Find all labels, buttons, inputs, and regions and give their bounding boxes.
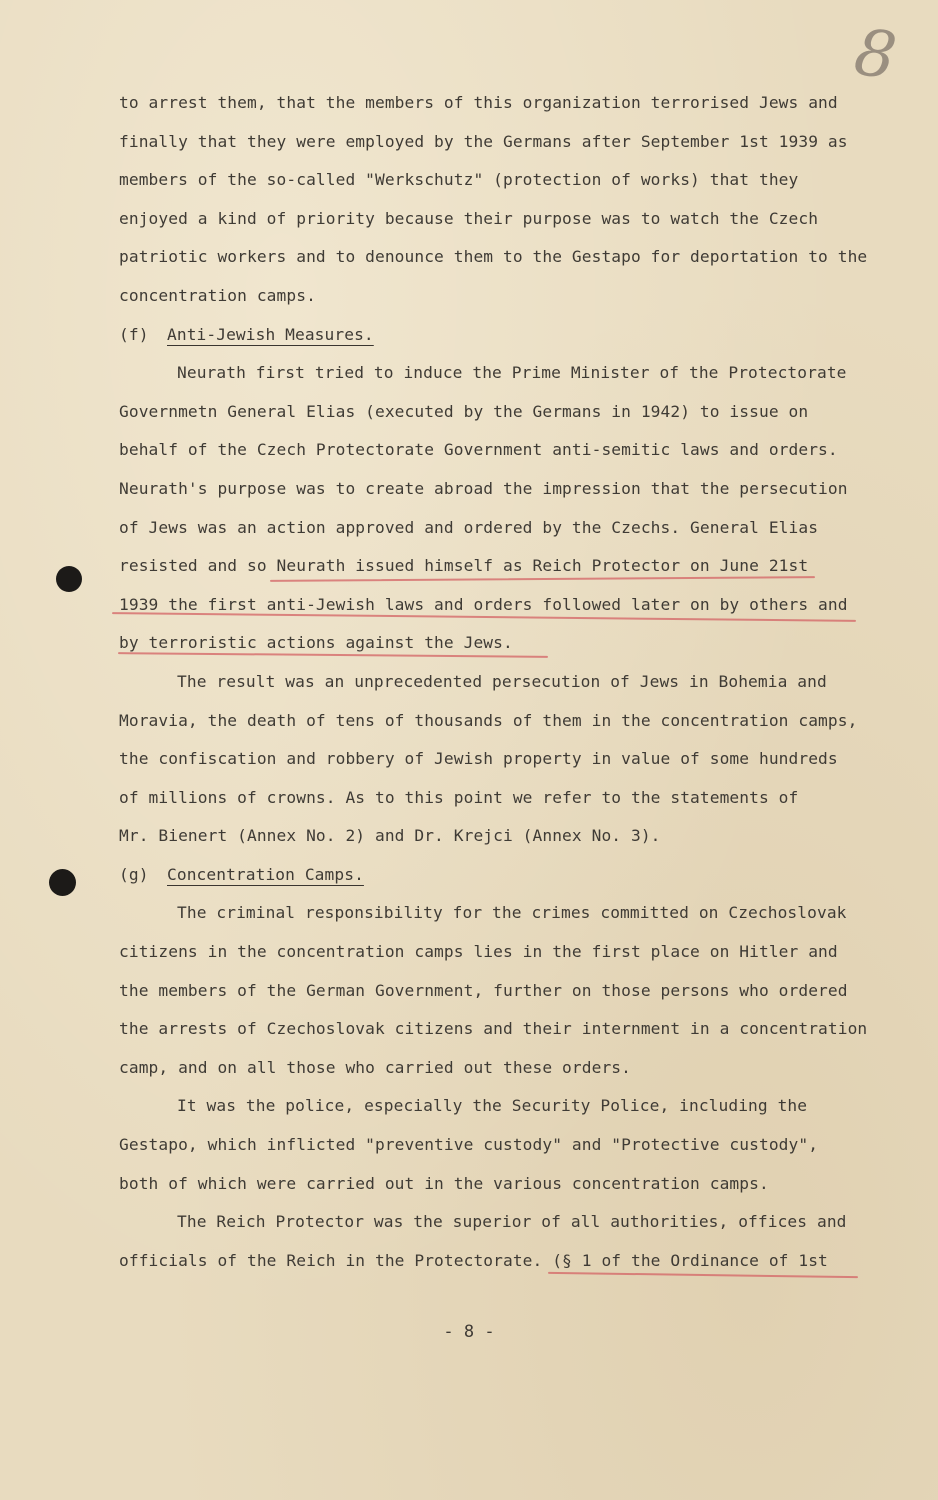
- text-line: of millions of crowns. As to this point we refer to the statements of: [119, 787, 799, 807]
- text-line: Moravia, the death of tens of thousands of them in the concentration camps,: [119, 710, 858, 730]
- text-line: patriotic workers and to denounce them to the Gestapo for deportation to the: [119, 247, 868, 267]
- section-title: Anti-Jewish Measures.: [167, 324, 374, 344]
- text-line: The result was an unprecedented persecution of Jews in Bohemia and: [177, 671, 827, 691]
- text-line: officials of the Reich in the Protectorate. (§ 1 of the Ordinance of 1st: [119, 1250, 828, 1270]
- punch-hole-bottom: [49, 869, 76, 896]
- text-line: Neurath first tried to induce the Prime Minister of the Protectorate: [177, 363, 847, 383]
- section-heading-f: [119, 316, 879, 355]
- document-body: [119, 84, 879, 1280]
- text-line: the arrests of Czechoslovak citizens and their internment in a concentration: [119, 1019, 868, 1039]
- text-line: Governmetn General Elias (executed by the Germans in 1942) to issue on: [119, 401, 809, 421]
- section-title: Concentration Camps.: [167, 864, 364, 884]
- text-line: behalf of the Czech Protectorate Government anti-semitic laws and orders.: [119, 440, 838, 460]
- section-label: (g): [119, 864, 149, 884]
- text-line: of Jews was an action approved and ordered by the Czechs. General Elias: [119, 517, 819, 537]
- text-line: citizens in the concentration camps lies in the first place on Hitler and: [119, 942, 838, 962]
- handwritten-page-mark: 8: [850, 15, 901, 95]
- text-line: by terroristic actions against the Jews.: [119, 633, 513, 653]
- text-line: both of which were carried out in the various concentration camps.: [119, 1173, 769, 1193]
- text-line: It was the police, especially the Security Police, including the: [177, 1096, 808, 1116]
- text-line: 1939 the first anti-Jewish laws and orders followed later on by others and: [119, 594, 848, 614]
- text-line: Neurath's purpose was to create abroad the impression that the persecution: [119, 478, 848, 498]
- text-line: members of the so-called "Werkschutz" (protection of works) that they: [119, 170, 799, 190]
- section-label: (f): [119, 324, 149, 344]
- text-line: The Reich Protector was the superior of all authorities, offices and: [177, 1212, 847, 1232]
- text-line: enjoyed a kind of priority because their purpose was to watch the Czech: [119, 208, 819, 228]
- text-line: The criminal responsibility for the crimes committed on Czechoslovak: [177, 903, 847, 923]
- text-line: the confiscation and robbery of Jewish property in value of some hundreds: [119, 749, 838, 769]
- text-line: Gestapo, which inflicted "preventive custody" and "Protective custody",: [119, 1135, 819, 1155]
- punch-hole-top: [56, 566, 82, 592]
- text-line: concentration camps.: [119, 285, 316, 305]
- text-line: Mr. Bienert (Annex No. 2) and Dr. Krejci (Annex No. 3).: [119, 826, 661, 846]
- text-line: resisted and so Neurath issued himself as Reich Protector on June 21st: [119, 556, 809, 576]
- text-line: to arrest them, that the members of this organization terrorised Jews and: [119, 93, 838, 112]
- section-heading-g: [119, 856, 879, 895]
- text-line: the members of the German Government, further on those persons who ordered: [119, 980, 848, 1000]
- page-number: - 8 -: [443, 1322, 495, 1342]
- text-line: camp, and on all those who carried out these orders.: [119, 1057, 631, 1077]
- text-line: finally that they were employed by the Germans after September 1st 1939 as: [119, 131, 848, 151]
